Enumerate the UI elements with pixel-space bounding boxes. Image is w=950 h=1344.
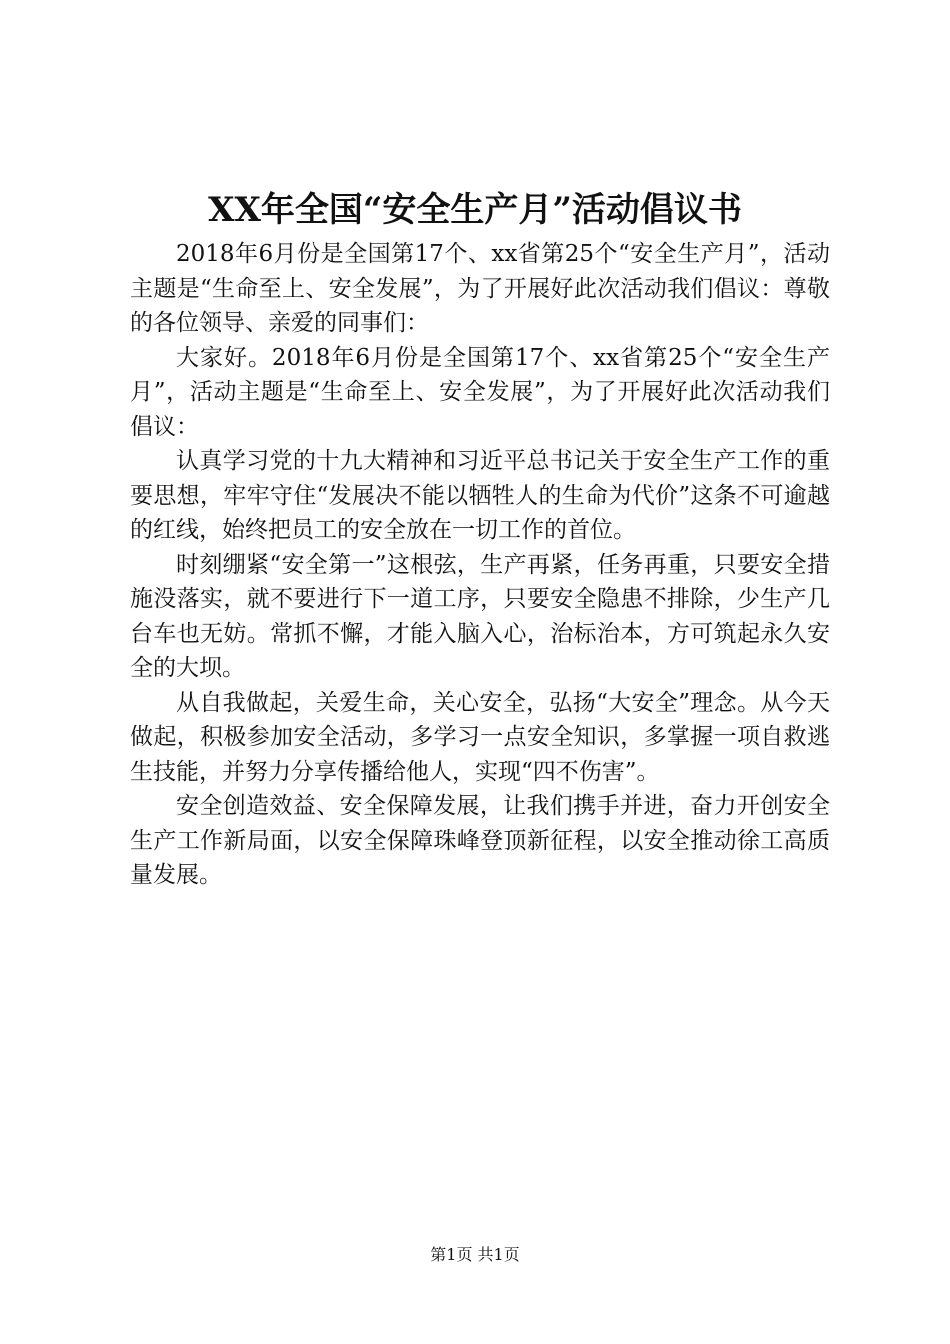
document-title: XX年全国“安全生产月”活动倡议书 xyxy=(208,190,742,230)
paragraph-5: 从自我做起，关爱生命，关心安全，弘扬“大安全”理念。从今天做起，积极参加安全活动，多学习一点安全知识，多掌握一项自救逃生技能，并努力分享传播给他人，实现“四不伤害”。 xyxy=(130,689,830,785)
page-footer: 第1页 共1页 xyxy=(430,1245,520,1264)
paragraph-4: 时刻绷紧“安全第一”这根弦，生产再紧，任务再重，只要安全措施没落实，就不要进行下一道工序，只要安全隐患不排除，少生产几台车也无妨。常抓不懈，才能入脑入心，治标治本，方可筑起永久安全的大坝。 xyxy=(130,551,830,681)
paragraph-6: 安全创造效益、安全保障发展，让我们携手并进，奋力开创安全生产工作新局面，以安全保障珠峰登顶新征程，以安全推动徐工高质量发展。 xyxy=(130,793,830,888)
paragraph-1: 2018年6月份是全国第17个、xx省第25个“安全生产月”，活动主题是“生命至上、安全发展”，为了开展好此次活动我们倡议：尊敬的各位领导、亲爱的同事们： xyxy=(130,241,830,336)
document-body xyxy=(130,237,830,893)
paragraph-2: 大家好。2018年6月份是全国第17个、xx省第25个“安全生产月”，活动主题是“生命至上、安全发展”，为了开展好此次活动我们倡议： xyxy=(130,344,830,440)
paragraph-3: 认真学习党的十九大精神和习近平总书记关于安全生产工作的重要思想，牢牢守住“发展决不能以牺牲人的生命为代价”这条不可逾越的红线，始终把员工的安全放在一切工作的首位。 xyxy=(130,448,830,543)
